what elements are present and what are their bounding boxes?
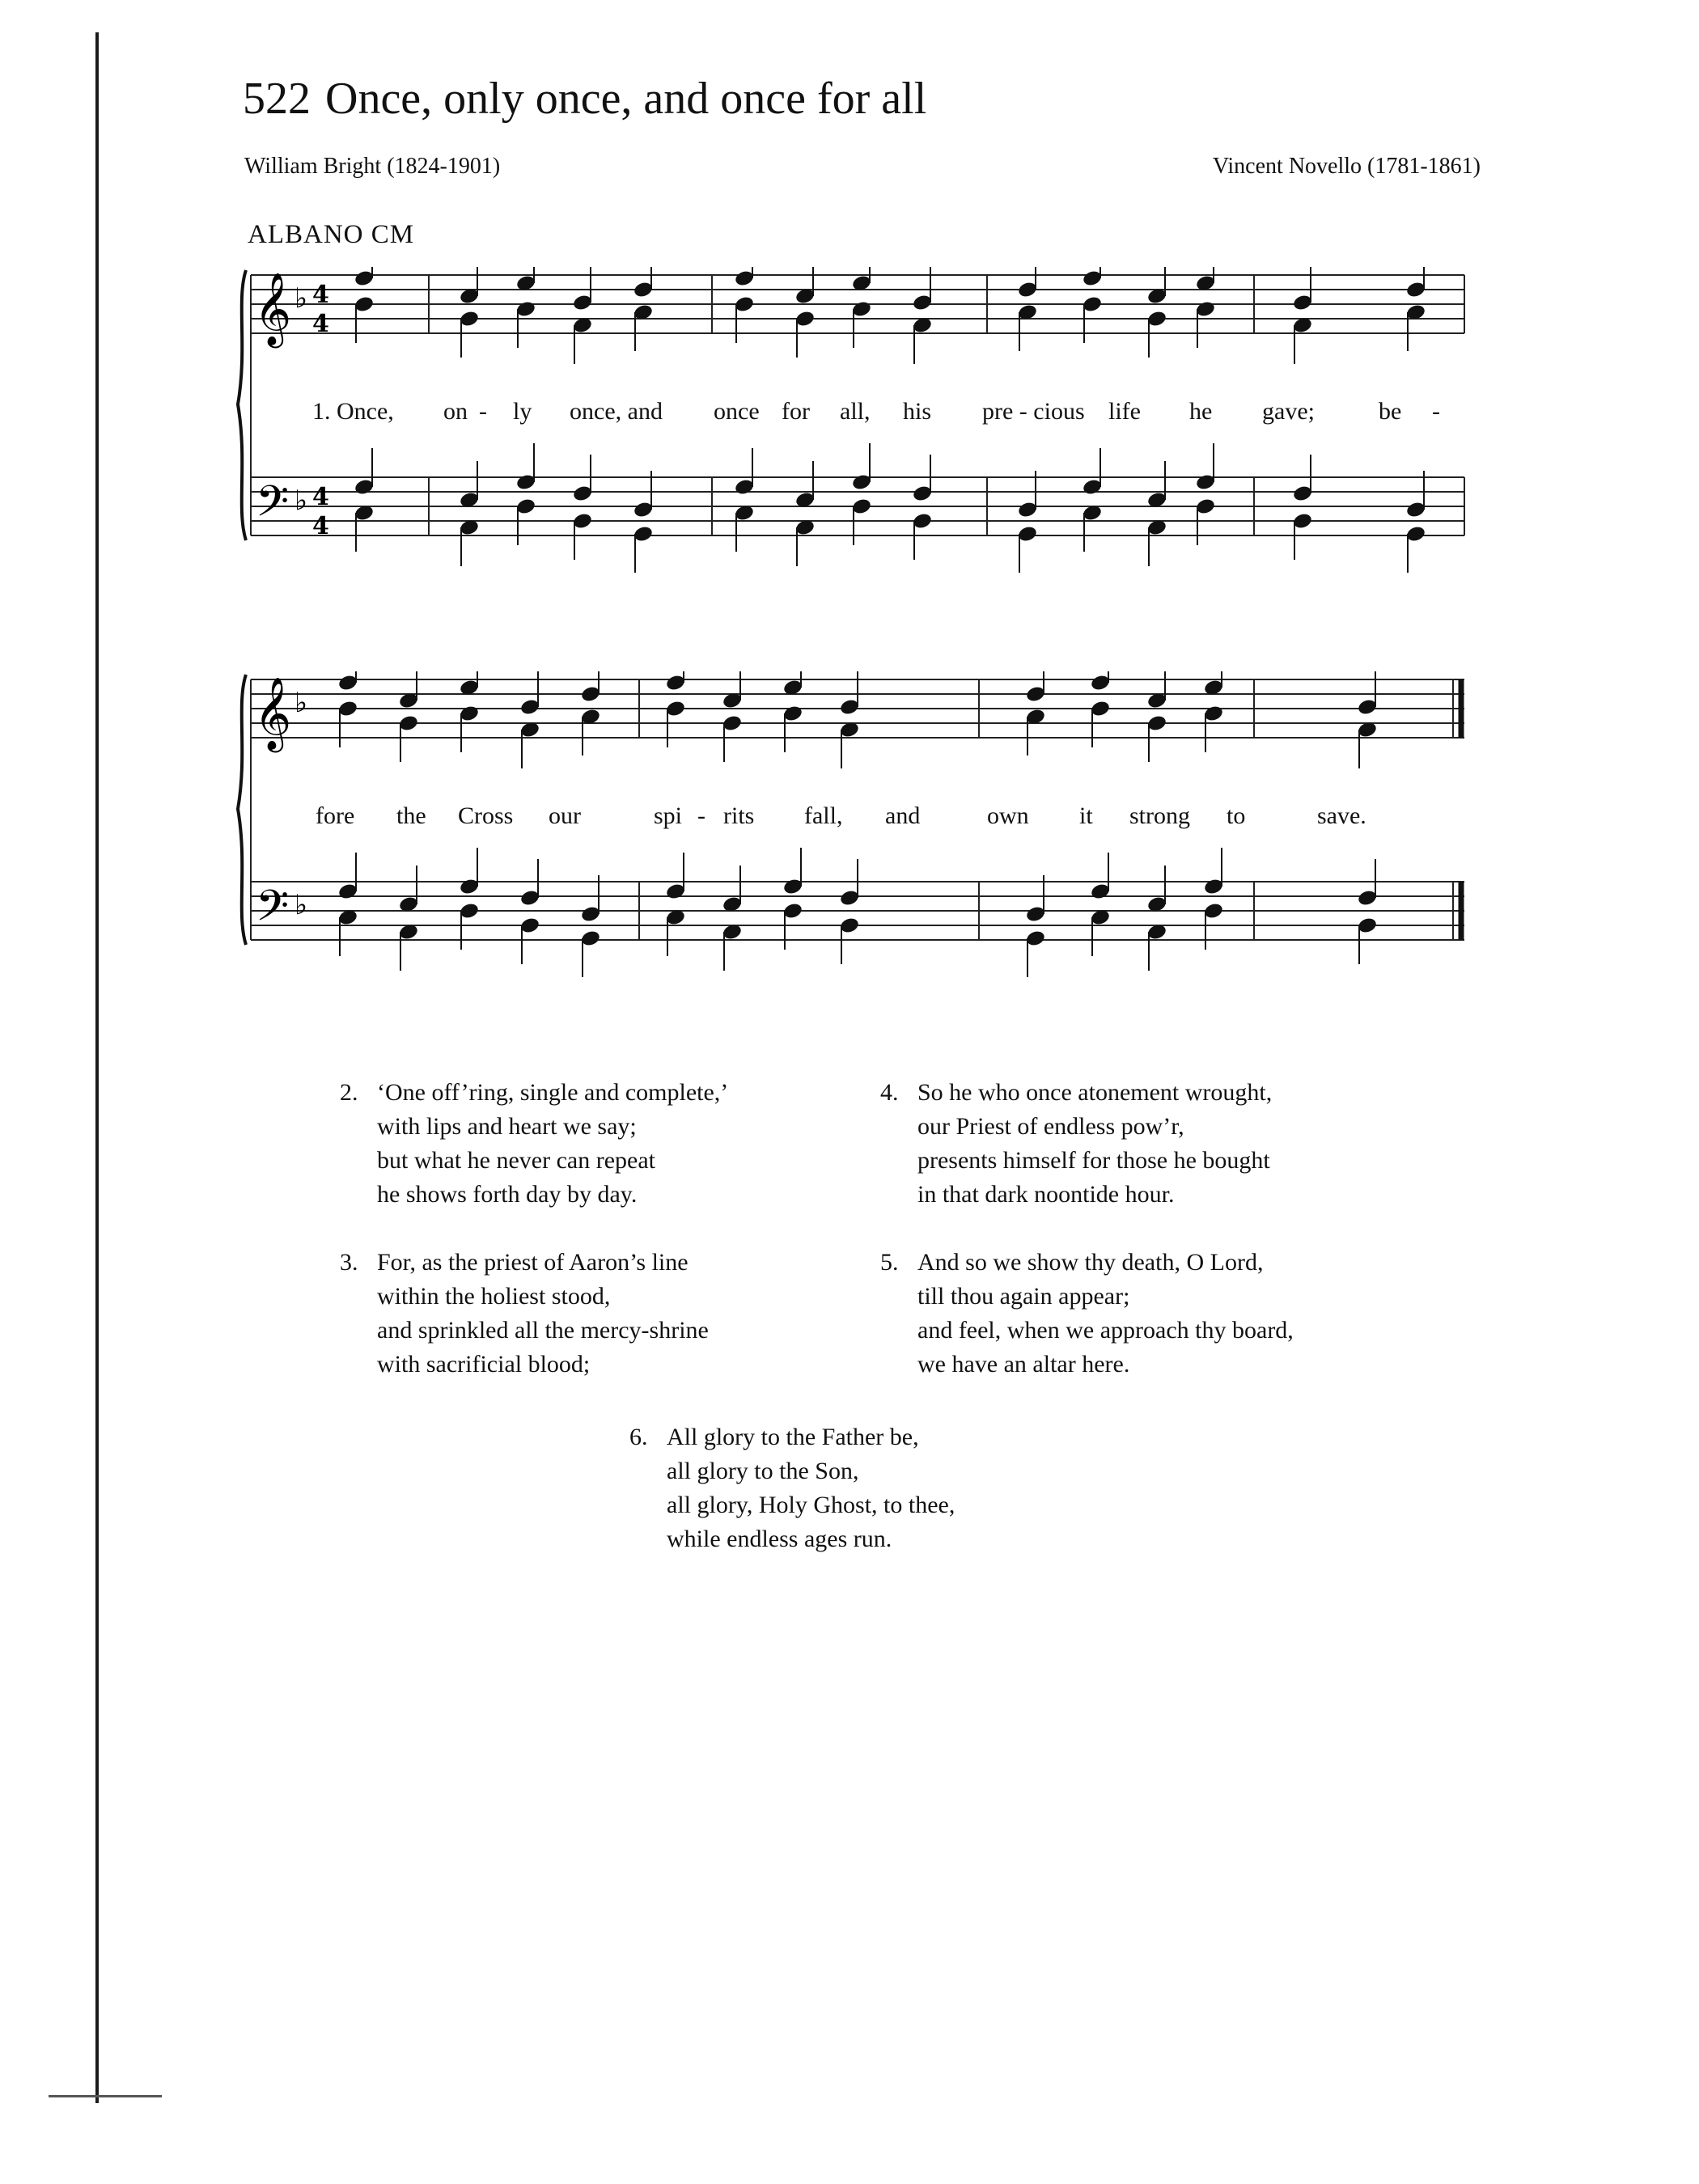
verse-line: and sprinkled all the mercy-shrine (377, 1317, 709, 1344)
verse-line: while endless ages run. (667, 1526, 892, 1552)
svg-text:4: 4 (312, 310, 329, 338)
lyric-syllable: - (479, 398, 487, 425)
verse-line: all glory to the Son, (667, 1458, 859, 1484)
verse-line: with sacrificial blood; (377, 1351, 591, 1378)
verse-number: 2. (340, 1079, 358, 1106)
lyrics-line-1 (235, 398, 1481, 430)
key-signature-flat-icon: ♭ (294, 687, 308, 719)
verse-line: till thou again appear; (917, 1283, 1130, 1310)
lyric-syllable: 1. Once, (312, 398, 394, 425)
lyric-syllable: strong (1129, 802, 1190, 829)
lyrics-line-2 (235, 802, 1481, 835)
lyric-syllable: ly (513, 398, 532, 425)
lyric-syllable: for (782, 398, 810, 425)
verse-line: we have an altar here. (917, 1351, 1130, 1378)
music-system-1 (235, 267, 1481, 574)
hymn-title: Once, only once, and once for all (325, 74, 927, 124)
bass-clef-icon: 𝄢 (256, 882, 290, 942)
lyric-syllable: fall, (804, 802, 843, 829)
verse-line: within the holiest stood, (377, 1283, 611, 1310)
lyric-syllable: to (1227, 802, 1246, 829)
verse-line: in that dark noontide hour. (917, 1181, 1175, 1208)
lyric-syllable: - (697, 802, 705, 829)
lyric-syllable: it (1079, 802, 1093, 829)
lyric-syllable: save. (1317, 802, 1366, 829)
words-credit: William Bright (1824-1901) (244, 154, 501, 179)
lyric-syllable: rits (723, 802, 755, 829)
hymn-number: 522 (243, 74, 311, 124)
verse-line: And so we show thy death, O Lord, (917, 1249, 1264, 1276)
hymn-header (243, 73, 1481, 125)
verse-line: our Priest of endless pow’r, (917, 1113, 1184, 1140)
bass-clef-icon: 𝄢 (256, 477, 290, 537)
verse-number: 5. (880, 1249, 899, 1276)
verse-line: ‘One off’ring, single and complete,’ (377, 1079, 729, 1106)
music-credit: Vincent Novello (1781-1861) (1212, 154, 1481, 179)
lyric-syllable: he (1189, 398, 1213, 425)
verse-line: So he who once atonement wrought, (917, 1079, 1273, 1106)
music-system-2 (235, 671, 1481, 979)
svg-text:4: 4 (312, 483, 329, 511)
lyric-syllable: spi (654, 802, 683, 829)
treble-clef-icon: 𝄞 (254, 273, 292, 345)
lyric-syllable: Cross (458, 802, 514, 829)
lyric-syllable: on (443, 398, 468, 425)
lyric-syllable: be (1379, 398, 1402, 425)
lyric-syllable: and (885, 802, 921, 829)
verse-line: but what he never can repeat (377, 1147, 655, 1174)
lyric-syllable: our (549, 802, 581, 829)
verse-number: 3. (340, 1249, 358, 1276)
lyric-syllable: his (903, 398, 932, 425)
verse-line: presents himself for those he bought (917, 1147, 1270, 1174)
verse-line: and feel, when we approach thy board, (917, 1317, 1294, 1344)
lyric-syllable: pre - cious (982, 398, 1085, 425)
key-signature-flat-icon: ♭ (294, 889, 308, 921)
lyric-syllable: once (714, 398, 760, 425)
verse-number: 4. (880, 1079, 899, 1106)
svg-text:4: 4 (312, 512, 329, 540)
key-signature-flat-icon: ♭ (294, 485, 308, 517)
lyric-syllable: own (987, 802, 1029, 829)
svg-text:4: 4 (312, 281, 329, 309)
treble-clef-icon: 𝄞 (254, 677, 292, 750)
lyric-syllable: all, (840, 398, 871, 425)
verse-line: All glory to the Father be, (667, 1424, 919, 1450)
lyric-syllable: gave; (1262, 398, 1315, 425)
lyric-syllable: fore (316, 802, 355, 829)
tune-name: ALBANO CM (248, 220, 415, 249)
lyric-syllable: once, and (570, 398, 663, 425)
verse-line: all glory, Holy Ghost, to thee, (667, 1492, 955, 1518)
scan-binding-edge (95, 32, 99, 2103)
verse-line: For, as the priest of Aaron’s line (377, 1249, 688, 1276)
lyric-syllable: the (396, 802, 426, 829)
scan-edge-mark (49, 2095, 162, 2097)
lyric-syllable: life (1108, 398, 1141, 425)
verse-number: 6. (629, 1424, 648, 1450)
key-signature-flat-icon: ♭ (294, 282, 308, 315)
verse-line: with lips and heart we say; (377, 1113, 637, 1140)
verse-line: he shows forth day by day. (377, 1181, 638, 1208)
lyric-syllable: - (1432, 398, 1440, 425)
